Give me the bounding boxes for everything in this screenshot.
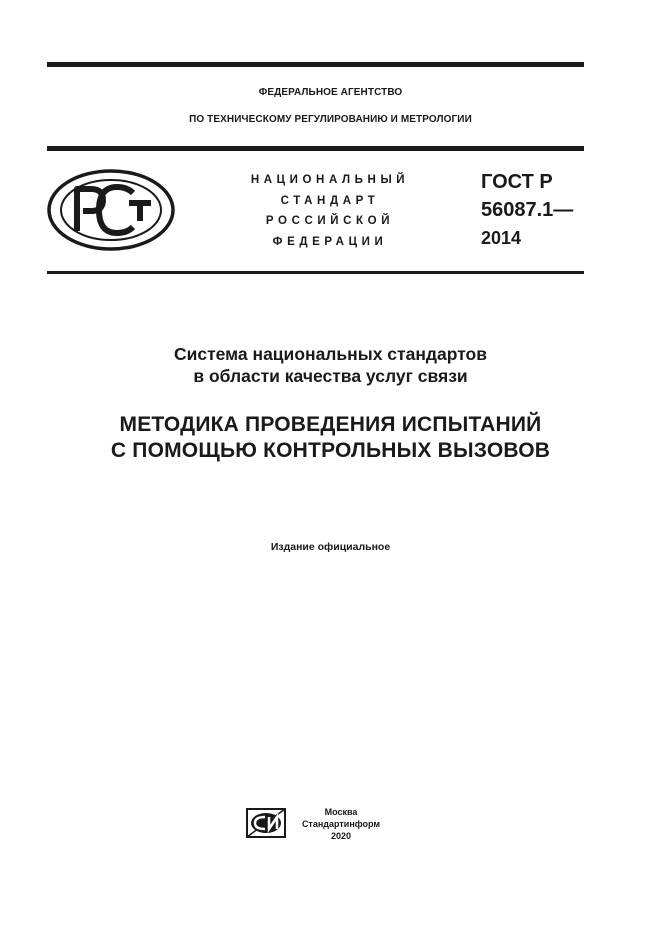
title-line: С ПОМОЩЬЮ КОНТРОЛЬНЫХ ВЫЗОВОВ [110, 439, 551, 462]
header-rule [47, 146, 584, 151]
subtitle-line: Система национальных стандартов [173, 344, 487, 364]
agency-line-2: ПО ТЕХНИЧЕСКОМУ РЕГУЛИРОВАНИЮ И МЕТРОЛОГИИ [189, 114, 472, 125]
agency-line-1: ФЕДЕРАЛЬНОЕ АГЕНТСТВО [258, 87, 403, 98]
top-rule [47, 62, 584, 67]
national-standard-line: СТАНДАРТ [280, 194, 380, 207]
document-subtitle [0, 343, 661, 387]
subtitle-line: в области качества услуг связи [193, 366, 468, 386]
masthead-bottom-rule [47, 271, 584, 274]
designation-line: 56087.1— [481, 199, 574, 221]
edition-label: Издание официальное [270, 541, 391, 553]
national-standard-line: ФЕДЕРАЦИИ [272, 235, 388, 248]
rst-certification-mark-icon [47, 169, 175, 251]
designation-line: 2014 [481, 228, 522, 248]
title-line: МЕТОДИКА ПРОВЕДЕНИЯ ИСПЫТАНИЙ [119, 413, 542, 436]
national-standard-label [225, 170, 435, 252]
publisher-city: Москва [324, 807, 358, 817]
publication-year: 2020 [330, 831, 352, 841]
national-standard-line: РОССИЙСКОЙ [265, 215, 395, 227]
standartinform-logo-icon [246, 808, 286, 838]
designation-line: ГОСТ Р [481, 171, 553, 193]
publisher-imprint [296, 806, 386, 842]
standard-designation [481, 168, 573, 252]
document-title [0, 412, 661, 464]
national-standard-line: НАЦИОНАЛЬНЫЙ [250, 174, 410, 186]
publisher-name: Стандартинформ [301, 819, 381, 829]
